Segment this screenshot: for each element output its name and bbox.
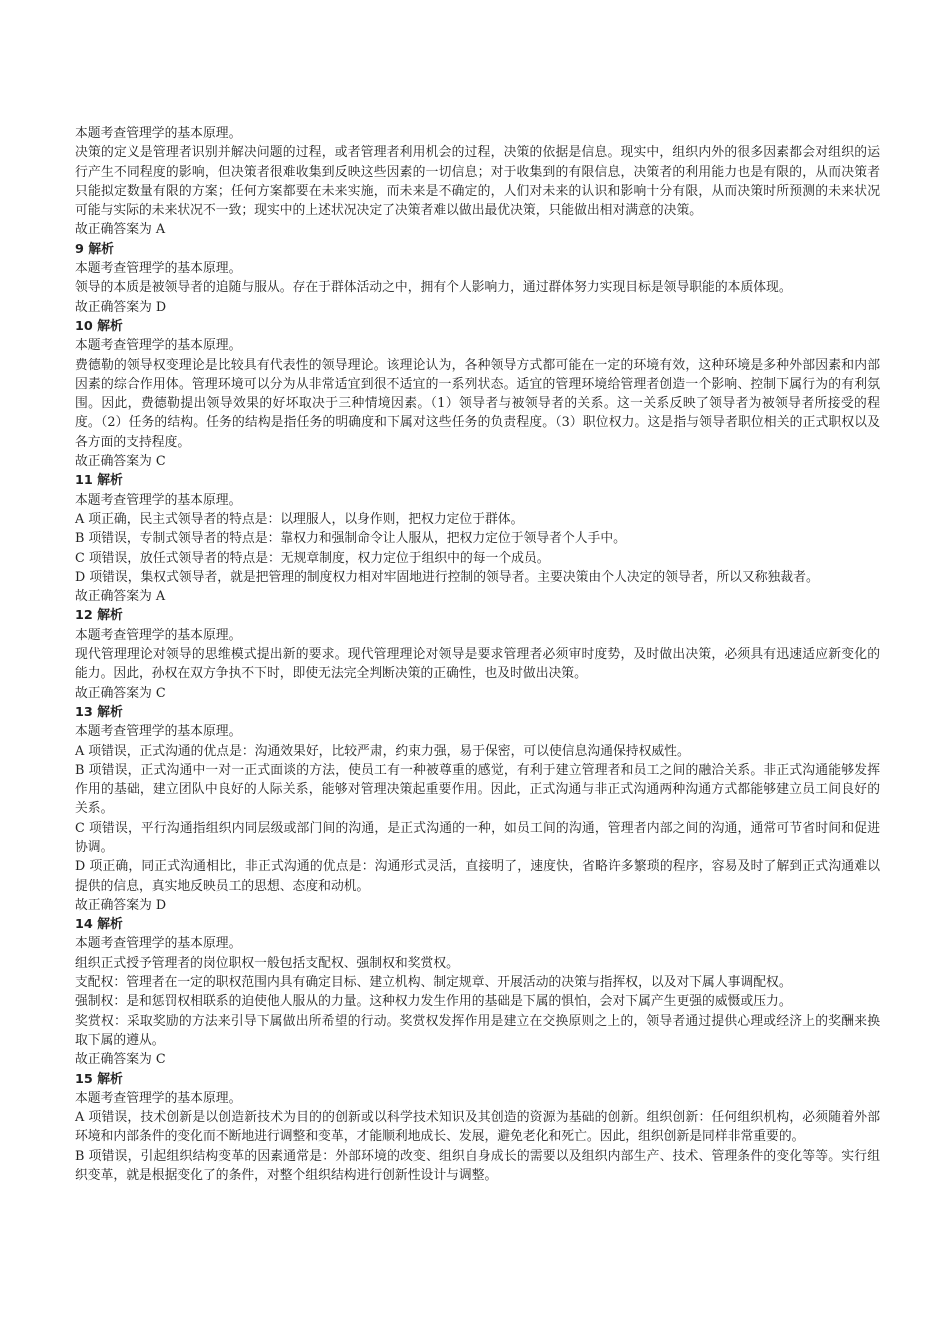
s9-answer: 故正确答案为 D (75, 299, 167, 315)
s12-answer: 故正确答案为 C (75, 685, 166, 701)
s13-answer: 故正确答案为 D (75, 897, 167, 913)
section-heading-11: 11 解析 (75, 473, 123, 489)
s15-option-a: A 项错误，技术创新是以创造新技术为目的的创新或以科学技术知识及其创造的资源为基础的创新。组织创新：任何组织机构，必须随着外部环境和内部条件的变化而不断地进行调整和变革，才能顺利地成长、发展，避免老化和死亡。因此，组织创新是同样非常重要的。 (75, 1110, 880, 1145)
section-heading-9: 9 解析 (75, 241, 114, 257)
s13-line: 本题考查管理学的基本原理。 (75, 724, 242, 740)
s13-option-d: D 项正确，同正式沟通相比，非正式沟通的优点是：沟通形式灵活，直接明了，速度快，省略许多繁琐的程序，容易及时了解到正式沟通难以提供的信息，真实地反映员工的思想、态度和动机。 (75, 859, 880, 894)
s10-line: 本题考查管理学的基本原理。 (75, 338, 242, 354)
s14-paragraph-4: 奖赏权：采取奖励的方法来引导下属做出所希望的行动。奖赏权发挥作用是建立在交换原则之上的，领导者通过提供心理或经济上的奖酬来换取下属的遵从。 (75, 1013, 880, 1048)
s11-answer: 故正确答案为 A (75, 589, 166, 605)
s10-paragraph: 费德勒的领导权变理论是比较具有代表性的领导理论。该理论认为，各种领导方式都可能在一定的环境有效，这种环境是多种外部因素和内部因素的综合作用体。管理环境可以分为从非常适宜到很不适宜的一系列状态。适宜的管理环境给管理者创造一个影响、控制下属行为的有利氛围。因此，费德勒提出领导效果的好坏取决于三种情境因素。（1）领导者与被领导者的关系。这一关系反映了领导者为被领导者所接受的程度。（2）任务的结构。任务的结构是指任务的明确度和下属对这些任务的负责程度。（3）职位权力。这是指与领导者职位相关的正式职权以及各方面的支持程度。 (75, 357, 880, 450)
s13-option-c: C 项错误，平行沟通指组织内同层级或部门间的沟通，是正式沟通的一种，如员工间的沟通，管理者内部之间的沟通，通常可节省时间和促进协调。 (75, 820, 880, 855)
s13-option-b: B 项错误，正式沟通中一对一正式面谈的方法，使员工有一种被尊重的感觉，有利于建立管理者和员工之间的融洽关系。非正式沟通能够发挥作用的基础，建立团队中良好的人际关系，能够对管理决策起重要作用。因此，正式沟通与非正式沟通两种沟通方式都能够建立员工间良好的关系。 (75, 762, 880, 817)
s12-line: 本题考查管理学的基本原理。 (75, 627, 242, 643)
s14-paragraph-2: 支配权：管理者在一定的职权范围内具有确定目标、建立机构、制定规章、开展活动的决策与指挥权，以及对下属人事调配权。 (75, 975, 792, 991)
s14-line: 本题考查管理学的基本原理。 (75, 936, 242, 952)
section-heading-15: 15 解析 (75, 1071, 123, 1087)
intro-line: 本题考查管理学的基本原理。 (75, 126, 242, 141)
s13-option-a: A 项错误，正式沟通的优点是：沟通效果好，比较严肃，约束力强，易于保密，可以使信息沟通保持权威性。 (75, 743, 690, 759)
s14-paragraph-3: 强制权：是和惩罚权相联系的迫使他人服从的力量。这种权力发生作用的基础是下属的惧怕，会对下属产生更强的威慑或压力。 (75, 994, 792, 1010)
intro-answer: 故正确答案为 A (75, 222, 166, 238)
document-page (75, 124, 880, 1185)
s10-answer: 故正确答案为 C (75, 454, 166, 470)
s14-paragraph-1: 组织正式授予管理者的岗位职权一般包括支配权、强制权和奖赏权。 (75, 955, 459, 971)
s9-paragraph: 领导的本质是被领导者的追随与服从。存在于群体活动之中，拥有个人影响力，通过群体努力实现目标是领导职能的本质体现。 (75, 280, 792, 296)
s11-line: 本题考查管理学的基本原理。 (75, 492, 242, 508)
s11-option-a: A 项正确，民主式领导者的特点是：以理服人，以身作则，把权力定位于群体。 (75, 511, 524, 527)
s11-option-c: C 项错误，放任式领导者的特点是：无规章制度，权力定位于组织中的每一个成员。 (75, 550, 550, 566)
section-heading-12: 12 解析 (75, 608, 123, 624)
s9-line: 本题考查管理学的基本原理。 (75, 261, 242, 277)
section-heading-13: 13 解析 (75, 704, 123, 720)
s11-option-b: B 项错误，专制式领导者的特点是：靠权力和强制命令让人服从，把权力定位于领导者个人手中。 (75, 531, 626, 547)
s15-option-b: B 项错误，引起组织结构变革的因素通常是：外部环境的改变、组织自身成长的需要以及组织内部生产、技术、管理条件的变化等等。实行组织变革，就是根据变化了的条件，对整个组织结构进行创新性设计与调整。 (75, 1148, 880, 1184)
s15-line: 本题考查管理学的基本原理。 (75, 1090, 242, 1106)
s14-answer: 故正确答案为 C (75, 1052, 166, 1068)
section-heading-10: 10 解析 (75, 318, 123, 334)
section-heading-14: 14 解析 (75, 917, 123, 933)
intro-paragraph: 决策的定义是管理者识别并解决问题的过程，或者管理者利用机会的过程，决策的依据是信息。现实中，组织内外的很多因素都会对组织的运行产生不同程度的影响，但决策者很难收集到反映这些因素的一切信息；对于收集到的有限信息，决策者的利用能力也是有限的，从而决策者只能拟定数量有限的方案；任何方案都要在未来实施，而未来是不确定的，人们对未来的认识和影响十分有限，从而决策时所预测的未来状况可能与实际的未来状况不一致；现实中的上述状况决定了决策者难以做出最优决策，只能做出相对满意的决策。 (75, 145, 880, 219)
s11-option-d: D 项错误，集权式领导者，就是把管理的制度权力相对牢固地进行控制的领导者。主要决策由个人决定的领导者，所以又称独裁者。 (75, 569, 819, 585)
s12-paragraph: 现代管理理论对领导的思维模式提出新的要求。现代管理理论对领导是要求管理者必须审时度势，及时做出决策，必须具有迅速适应新变化的能力。因此，孙权在双方争执不下时，即使无法完全判断决策的正确性，也及时做出决策。 (75, 647, 880, 682)
